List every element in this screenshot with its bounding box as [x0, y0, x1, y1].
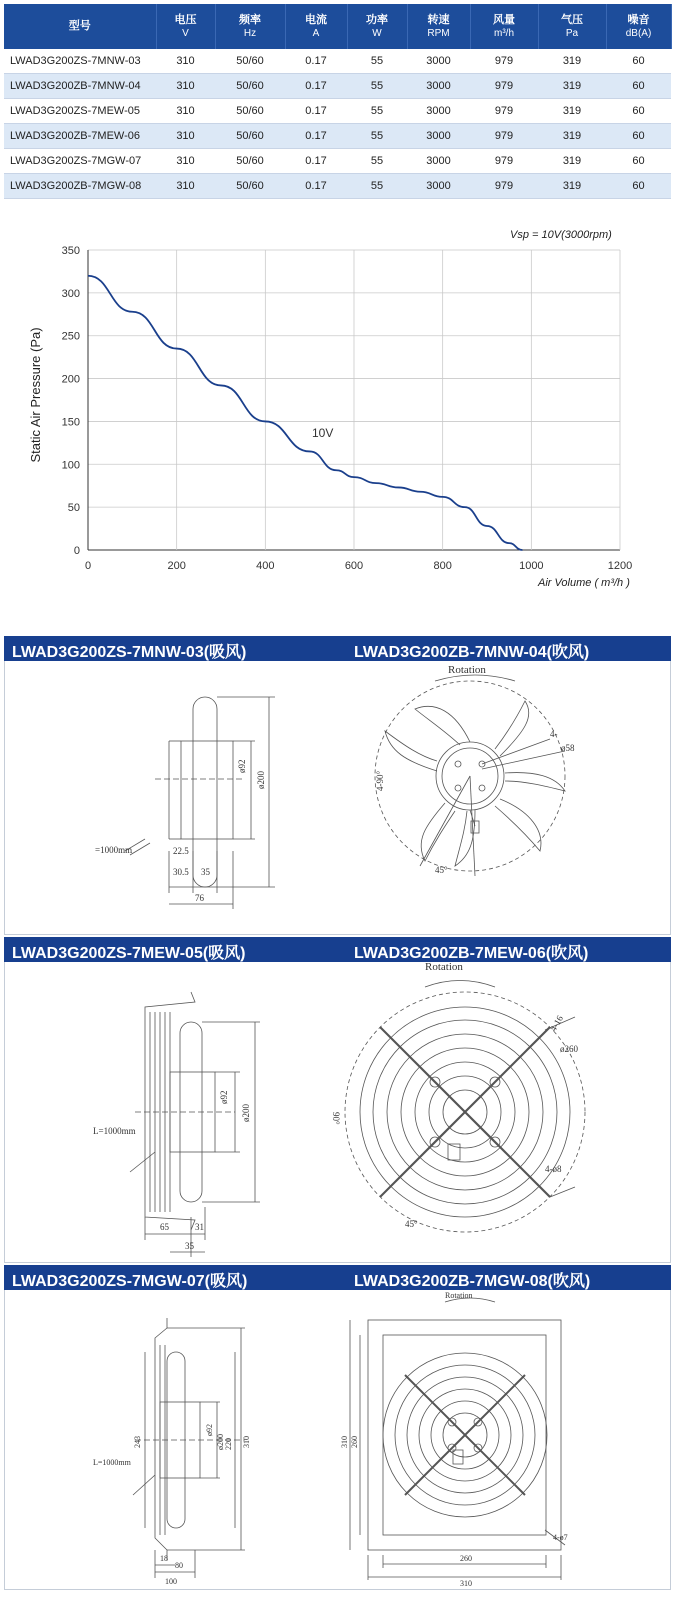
dim-label: 310 — [242, 1436, 251, 1448]
chart-series-label: 10V — [312, 426, 334, 440]
table-cell: 60 — [606, 99, 671, 124]
model-cell: LWAD3G200ZB-7MEW-06 — [4, 124, 156, 149]
header-unit: W — [372, 27, 382, 39]
chart-x-tick-label: 800 — [433, 560, 452, 572]
table-cell: 60 — [606, 149, 671, 174]
chart-x-label: Air Volume ( m³/h ) — [538, 577, 630, 589]
front-view-mnw — [375, 675, 565, 876]
table-cell: 979 — [470, 49, 538, 74]
table-header-cell — [538, 4, 606, 49]
dim-label: 4- — [550, 729, 558, 739]
table-cell: 979 — [470, 174, 538, 199]
dim-label: ø200 — [241, 1104, 251, 1122]
table-cell: 50/60 — [215, 149, 285, 174]
table-row — [4, 124, 671, 149]
table-cell: 0.17 — [285, 99, 347, 124]
table-cell: 55 — [347, 49, 407, 74]
table-cell: 319 — [538, 74, 606, 99]
dim-label: 45° — [405, 1219, 418, 1229]
table-cell: 50/60 — [215, 174, 285, 199]
section-title-left: LWAD3G200ZS-7MEW-05(吸风) — [12, 945, 246, 962]
table-cell: 0.17 — [285, 124, 347, 149]
table-cell: 310 — [156, 149, 215, 174]
dim-label: 260 — [350, 1436, 359, 1448]
dim-label: 4-16 — [548, 1013, 565, 1033]
cable-label: L=1000mm — [93, 1126, 136, 1136]
table-cell: 55 — [347, 74, 407, 99]
table-header-cell — [470, 4, 538, 49]
dim-label: 4-ø8 — [545, 1164, 562, 1174]
chart-y-tick-label: 300 — [61, 287, 80, 300]
dim-label: 65 — [160, 1222, 169, 1232]
dim-label: ø260 — [560, 1044, 578, 1054]
spec-table — [4, 4, 672, 199]
header-label: 功率 — [366, 13, 388, 26]
table-cell: 55 — [347, 124, 407, 149]
technical-drawing-mgw — [5, 1290, 670, 1588]
model-cell: LWAD3G200ZB-7MNW-04 — [4, 74, 156, 99]
chart-x-tick-label: 600 — [344, 560, 364, 572]
dim-label: 310 — [340, 1436, 349, 1448]
header-unit: dB(A) — [625, 27, 652, 39]
table-cell: 319 — [538, 49, 606, 74]
technical-drawing-mew — [5, 962, 670, 1261]
table-cell: 310 — [156, 49, 215, 74]
section-title-left: LWAD3G200ZS-7MGW-07(吸风) — [12, 1273, 248, 1290]
table-row — [4, 74, 671, 99]
section-title-right: LWAD3G200ZB-7MEW-06(吹风) — [354, 945, 589, 962]
chart-x-tick-label: 0 — [84, 560, 92, 572]
table-cell: 50/60 — [215, 99, 285, 124]
dim-label: 260 — [460, 1554, 472, 1563]
drawing-panel-mew — [4, 962, 671, 1263]
front-view-mgw — [350, 1298, 565, 1580]
header-label: 频率 — [239, 13, 261, 26]
table-row — [4, 99, 671, 124]
table-cell: 3000 — [407, 99, 470, 124]
table-cell: 55 — [347, 99, 407, 124]
table-cell: 310 — [156, 99, 215, 124]
drawing-panel-mgw — [4, 1290, 671, 1590]
model-cell: LWAD3G200ZS-7MEW-05 — [4, 99, 156, 124]
chart-y-tick-label: 250 — [61, 330, 80, 343]
model-cell: LWAD3G200ZB-7MGW-08 — [4, 174, 156, 199]
front-view-mew — [345, 981, 585, 1233]
chart-y-tick-label: 150 — [61, 416, 80, 429]
header-label: 型号 — [68, 20, 91, 32]
section-header-mgw — [4, 1265, 671, 1290]
dim-label: ø92 — [219, 1090, 229, 1104]
chart-y-tick-label: 200 — [61, 373, 80, 386]
header-unit: Pa — [565, 27, 579, 39]
dim-label: 4-ø7 — [553, 1533, 568, 1542]
dim-label: 30.5 — [173, 867, 189, 877]
section-title-right: LWAD3G200ZB-7MGW-08(吹风) — [354, 1273, 591, 1290]
table-cell: 0.17 — [285, 174, 347, 199]
dim-label: 100 — [165, 1577, 177, 1586]
table-header-cell — [606, 4, 671, 49]
table-cell: 310 — [156, 74, 215, 99]
table-cell: 979 — [470, 149, 538, 174]
dim-label: 45° — [435, 865, 448, 875]
chart-y-tick-label: 350 — [61, 245, 80, 257]
dim-label: ø58 — [561, 743, 575, 753]
chart-y-tick-label: 100 — [61, 459, 80, 472]
table-cell: 60 — [606, 49, 671, 74]
table-cell: 3000 — [407, 124, 470, 149]
table-cell: 319 — [538, 174, 606, 199]
table-cell: 50/60 — [215, 124, 285, 149]
dim-label: 243 — [133, 1436, 142, 1448]
chart-y-label: Static Air Pressure (Pa) — [28, 327, 43, 463]
chart-y-tick-label: 50 — [67, 502, 80, 515]
section-title-left: LWAD3G200ZS-7MNW-03(吸风) — [12, 644, 247, 661]
table-header-row — [4, 4, 671, 49]
header-label: 气压 — [561, 13, 583, 26]
dim-label: ø92 — [205, 1424, 214, 1436]
header-label: 噪音 — [627, 13, 650, 26]
model-cell: LWAD3G200ZS-7MGW-07 — [4, 149, 156, 174]
table-cell: 55 — [347, 174, 407, 199]
dim-label: ø200 — [256, 771, 266, 789]
table-header-cell — [285, 4, 347, 49]
dim-label: 35 — [185, 1241, 194, 1251]
chart-x-tick-label: 1000 — [519, 560, 544, 572]
dim-label: 4-90° — [375, 770, 385, 791]
header-unit: RPM — [427, 27, 450, 39]
header-unit: A — [312, 27, 320, 39]
section-header-mew — [4, 937, 671, 962]
side-view-mnw — [125, 697, 275, 909]
header-label: 风量 — [493, 13, 515, 26]
chart-y-tick-label: 0 — [73, 545, 80, 557]
dim-label: ø92 — [237, 759, 247, 773]
table-cell: 50/60 — [215, 74, 285, 99]
table-header-cell — [215, 4, 285, 49]
header-unit: Hz — [243, 27, 257, 39]
chart-x-tick-label: 1200 — [607, 560, 633, 572]
table-cell: 979 — [470, 124, 538, 149]
table-cell: 3000 — [407, 49, 470, 74]
table-cell: 60 — [606, 74, 671, 99]
chart-grid — [88, 250, 620, 550]
cable-label: =1000mm — [95, 845, 133, 855]
dim-label: 310 — [460, 1579, 472, 1588]
table-header-cell — [347, 4, 407, 49]
table-cell: 50/60 — [215, 49, 285, 74]
cable-label: L=1000mm — [93, 1458, 131, 1467]
header-label: 转速 — [427, 13, 450, 26]
table-cell: 3000 — [407, 74, 470, 99]
table-row — [4, 149, 671, 174]
table-row — [4, 49, 671, 74]
table-cell: 0.17 — [285, 149, 347, 174]
table-header-cell — [407, 4, 470, 49]
dim-label: 35 — [201, 867, 210, 877]
header-label: 电压 — [174, 13, 197, 26]
dim-label: 220 — [224, 1438, 233, 1450]
dim-label: 31 — [195, 1222, 204, 1232]
header-label: 电流 — [305, 13, 327, 26]
header-unit: m³/h — [494, 27, 514, 39]
table-row — [4, 174, 671, 199]
rotation-label: Rotation — [445, 1291, 473, 1300]
table-cell: 0.17 — [285, 49, 347, 74]
section-header-mnw — [4, 636, 671, 661]
side-view-mew — [130, 992, 260, 1257]
pressure-chart — [0, 225, 675, 615]
table-cell: 979 — [470, 74, 538, 99]
chart-x-tick-label: 200 — [167, 560, 186, 572]
dim-label: 22.5 — [173, 846, 189, 856]
table-cell: 310 — [156, 124, 215, 149]
dim-label: 76 — [195, 893, 204, 903]
table-cell: 0.17 — [285, 74, 347, 99]
table-cell: 310 — [156, 174, 215, 199]
rotation-label: Rotation — [448, 664, 486, 676]
table-cell: 319 — [538, 149, 606, 174]
table-cell: 319 — [538, 124, 606, 149]
model-cell: LWAD3G200ZS-7MNW-03 — [4, 49, 156, 74]
dim-label: 80 — [175, 1561, 183, 1570]
table-header-cell — [4, 4, 156, 49]
section-title-right: LWAD3G200ZB-7MNW-04(吹风) — [354, 644, 590, 661]
table-cell: 55 — [347, 149, 407, 174]
table-header-cell — [156, 4, 215, 49]
table-cell: 60 — [606, 174, 671, 199]
table-cell: 319 — [538, 99, 606, 124]
chart-ticks — [62, 245, 633, 572]
table-cell: 979 — [470, 99, 538, 124]
dim-label: 90° — [331, 1112, 341, 1125]
technical-drawing-mnw — [5, 661, 670, 933]
header-unit: V — [182, 27, 189, 39]
drawing-panel-mnw — [4, 661, 671, 935]
table-cell: 3000 — [407, 174, 470, 199]
chart-x-tick-label: 400 — [256, 560, 275, 572]
chart-annotation: Vsp = 10V(3000rpm) — [510, 229, 612, 241]
table-cell: 60 — [606, 124, 671, 149]
chart-series-line-10v — [88, 276, 522, 550]
dim-label: 18 — [160, 1554, 168, 1563]
table-cell: 3000 — [407, 149, 470, 174]
table-body — [4, 49, 671, 199]
dim-label: ø200 — [216, 1434, 225, 1450]
rotation-label: Rotation — [425, 962, 463, 973]
